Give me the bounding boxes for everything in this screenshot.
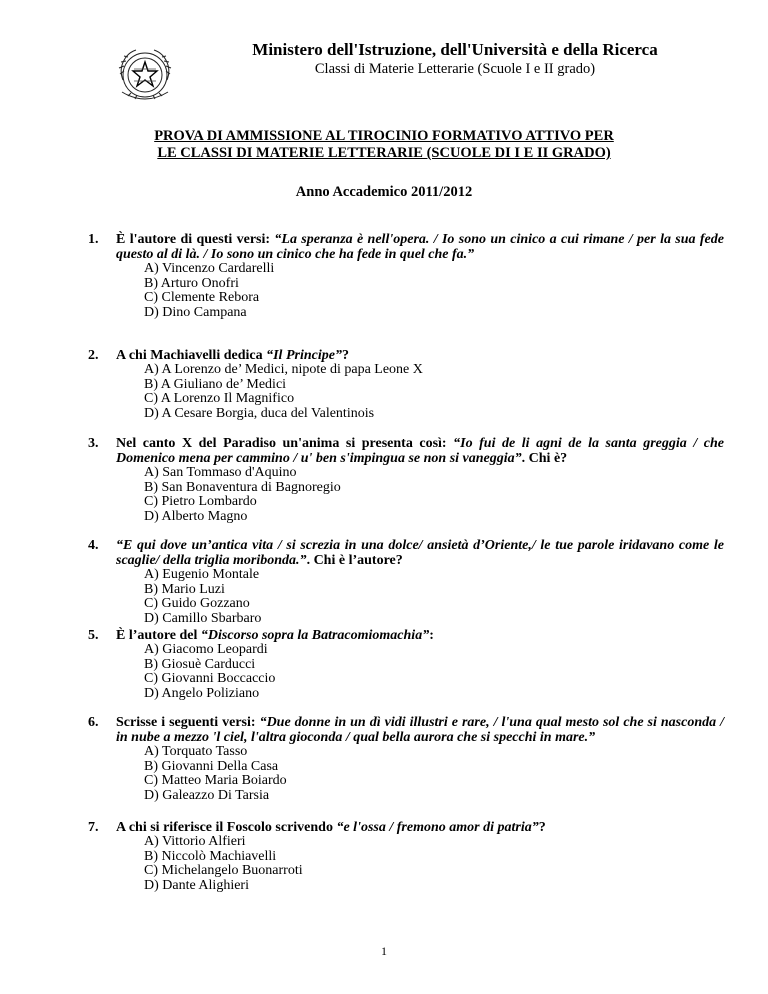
answer-list	[144, 568, 724, 626]
question-text: È l’autore del “Discorso sopra la Batracomiomachia”:	[116, 628, 434, 643]
answer-option: C) Guido Gozzano	[144, 596, 250, 612]
question-number: 2.	[88, 348, 99, 363]
answer-option: B) A Giuliano de’ Medici	[144, 376, 287, 392]
answer-option: C) Pietro Lombardo	[144, 494, 257, 510]
answer-option: D) Dino Campana	[144, 304, 247, 320]
question-7	[88, 820, 724, 893]
question-number: 6.	[88, 715, 99, 730]
answer-option: B) Niccolò Machiavelli	[144, 848, 277, 864]
ministry-subtitle: Classi di Materie Letterarie (Scuole I e II grado)	[314, 61, 596, 77]
answer-option: B) Arturo Onofri	[144, 275, 239, 291]
question-text: A chi si riferisce il Foscolo scrivendo “e l'ossa / fremono amor di patria”?	[116, 820, 546, 835]
answer-option: C) Giovanni Boccaccio	[144, 671, 276, 687]
answer-list	[144, 262, 724, 320]
answer-list	[144, 643, 724, 701]
answer-option: B) Mario Luzi	[144, 581, 225, 597]
answer-option: A) Vittorio Alfieri	[144, 834, 246, 849]
ministry-header	[220, 40, 690, 78]
page-number: 1	[381, 944, 387, 958]
question-number: 7.	[88, 820, 99, 835]
question-text: Nel canto X del Paradiso un'anima si presenta così: “Io fui de li agni de la santa greggia / che Domenico mena per cammino / u' ben s'impingua se non si vaneggia”. Chi è?	[116, 436, 724, 466]
answer-option: A) A Lorenzo de’ Medici, nipote di papa Leone X	[144, 362, 423, 377]
answer-option: B) Giovanni Della Casa	[144, 758, 279, 774]
exam-title	[100, 128, 668, 162]
answer-option: C) Clemente Rebora	[144, 290, 260, 306]
ministry-name: Ministero dell'Istruzione, dell'Università e della Ricerca	[252, 40, 658, 59]
exam-title-line1: PROVA DI AMMISSIONE AL TIROCINIO FORMATIVO ATTIVO PER	[154, 128, 614, 144]
answer-option: D) Camillo Sbarbaro	[144, 610, 262, 626]
answer-option: B) San Bonaventura di Bagnoregio	[144, 479, 341, 495]
answer-option: A) Vincenzo Cardarelli	[144, 261, 275, 276]
answer-option: C) A Lorenzo Il Magnifico	[144, 391, 295, 407]
answer-option: D) Galeazzo Di Tarsia	[144, 787, 270, 803]
answer-option: C) Matteo Maria Boiardo	[144, 773, 287, 789]
question-2	[88, 348, 724, 421]
question-number: 1.	[88, 232, 99, 247]
answer-option: D) Dante Alighieri	[144, 877, 249, 893]
question-5	[88, 628, 724, 701]
academic-year: Anno Accademico 2011/2012	[295, 184, 473, 200]
question-text: “E qui dove un’antica vita / si screzia in una dolce/ ansietà d’Oriente,/ le tue parole iridavano come le scaglie/ della triglia moribonda.”. Chi è l’autore?	[116, 538, 724, 568]
question-number: 3.	[88, 436, 99, 451]
answer-list	[144, 363, 724, 421]
answer-option: C) Michelangelo Buonarroti	[144, 863, 303, 879]
question-number: 5.	[88, 628, 99, 643]
question-text: È l'autore di questi versi: “La speranza è nell'opera. / Io sono un cinico a cui rimane / per la sua fede questo al di là. / Io sono un cinico che ha fede in quel che fa.”	[116, 232, 724, 262]
question-4	[88, 538, 724, 626]
answer-option: A) Eugenio Montale	[144, 567, 260, 582]
answer-option: A) San Tommaso d'Aquino	[144, 465, 297, 480]
question-6	[88, 715, 724, 803]
exam-title-line2: LE CLASSI DI MATERIE LETTERARIE (SCUOLE DI I E II GRADO)	[157, 145, 611, 161]
question-number: 4.	[88, 538, 99, 553]
answer-list	[144, 745, 724, 803]
answer-option: A) Torquato Tasso	[144, 744, 248, 759]
answer-list	[144, 466, 724, 524]
question-text: A chi Machiavelli dedica “Il Principe”?	[116, 348, 349, 363]
answer-option: D) Alberto Magno	[144, 508, 248, 524]
answer-option: A) Giacomo Leopardi	[144, 642, 268, 657]
italian-republic-emblem-icon	[110, 40, 180, 110]
question-text: Scrisse i seguenti versi: “Due donne in un dì vidi illustri e rare, / l'una qual mesto sol che si nasconda / in nube a mezzo 'l ciel, l'altra gioconda / qual bella aurora che si specchi in mare.”	[116, 715, 725, 745]
question-1	[88, 232, 724, 320]
question-3	[88, 436, 724, 524]
answer-option: B) Giosuè Carducci	[144, 656, 256, 672]
answer-option: D) Angelo Poliziano	[144, 685, 260, 701]
answer-option: D) A Cesare Borgia, duca del Valentinois	[144, 405, 375, 421]
answer-list	[144, 835, 724, 893]
